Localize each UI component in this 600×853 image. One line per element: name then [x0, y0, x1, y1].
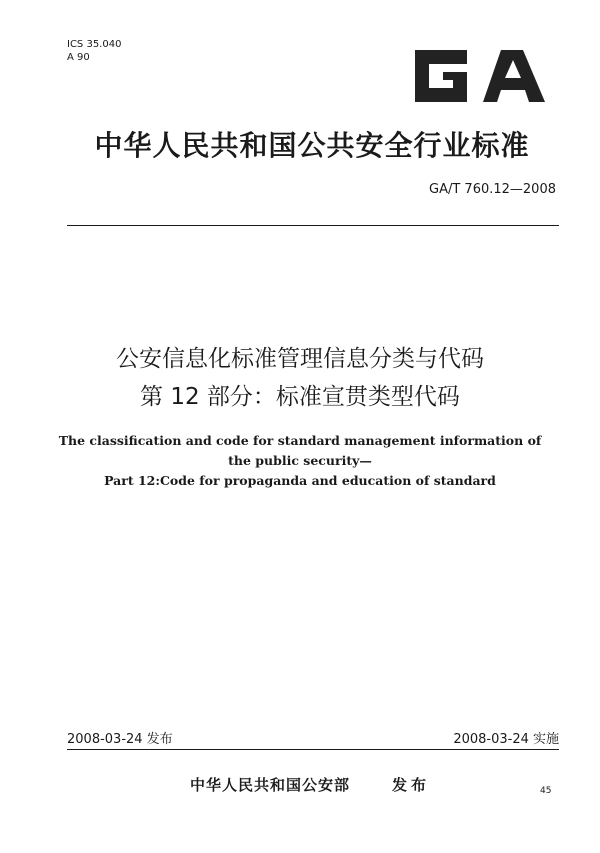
standard-number: GA/T 760.12—2008 — [429, 182, 556, 197]
header-divider — [67, 225, 559, 226]
english-title-line-2: the public security— — [228, 453, 372, 468]
footer-divider — [67, 749, 559, 750]
ga-logo-letter-a — [483, 50, 545, 102]
chinese-title-line-2: 第 12 部分：标准宣贯类型代码 — [140, 384, 460, 410]
english-title — [50, 431, 550, 491]
implementation-date: 2008-03-24 实施 — [453, 732, 559, 747]
page-number: 45 — [540, 786, 552, 796]
ics-code: ICS 35.040 — [67, 39, 122, 50]
ga-logo — [405, 44, 555, 106]
classification-codes — [67, 38, 121, 64]
issuing-authority: 中华人民共和国公安部 — [190, 776, 351, 794]
issuing-verb: 发布 — [392, 776, 431, 794]
english-title-line-3: Part 12:Code for propaganda and education of standard — [104, 473, 496, 488]
ccs-code: A 90 — [67, 52, 90, 63]
chinese-title-line-1: 公安信息化标准管理信息分类与代码 — [116, 346, 484, 372]
ga-logo-letter-g — [415, 50, 467, 102]
standard-organization-title: 中华人民共和国公共安全行业标准 — [94, 129, 530, 162]
english-title-line-1: The classification and code for standard management information of — [58, 433, 542, 448]
issue-date: 2008-03-24 发布 — [67, 732, 173, 747]
